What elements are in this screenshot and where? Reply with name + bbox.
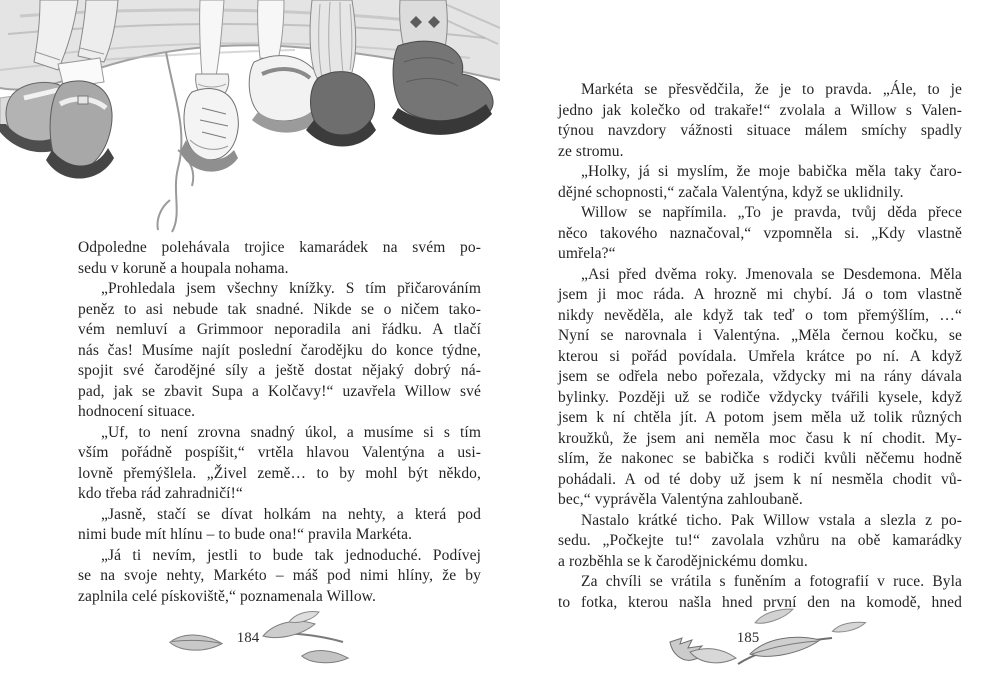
text-line: nás čas! Musíme najít poslední čarodějku do konce týdne, <box>78 341 481 359</box>
text-line: bylinky. Později už se rodiče vždycky tvářili kysele, když <box>558 388 962 406</box>
leaf-ornament-icon <box>829 617 869 636</box>
text-line: bec,“ vyprávěla Valentýna zahloubaně. <box>558 491 803 508</box>
text-line: vším pořádně pospíšit,“ vrtěla hlavou Valentýna a usi- <box>78 444 481 461</box>
text-line: Za chvíli se vrátila s funěním a fotografií v ruce. Byla <box>581 573 962 590</box>
text-line: nikdy nevěděla, ale když tak teď o tom přemýšlím, …“ <box>558 306 962 324</box>
text-line: a rozběhla se k čarodějnickému domku. <box>558 552 808 570</box>
text-line: vém nemluví a Grimmoor neporadila ani řádku. A tlačí <box>78 321 481 338</box>
text-line: jsem ji moc ráda. A hrozně mi chybí. Já o tom vlastně <box>558 286 962 303</box>
text-line: Odpoledne polehávala trojice kamarádek na svém po- <box>78 239 481 256</box>
text-line: slím, že nakonec se babička s rodiči kvůli něčemu hodně <box>558 450 962 467</box>
text-line: umřela?“ <box>558 245 616 262</box>
text-line: Nastalo krátké ticho. Pak Willow vstala a slezla z po- <box>581 511 962 529</box>
text-line: spojit své čarodějné síly a ještě dostat nějaký dobrý ná- <box>78 362 481 379</box>
text-line: „Prohledala jsem všechny knížky. S tím přičarováním <box>101 280 481 297</box>
text-line: peněz to asi nebude tak snadné. Nikde se o ničem tako- <box>78 300 481 318</box>
text-line: kroužků, že jsem ani neměla moc času k ní chodit. My- <box>558 429 962 447</box>
text-line: pohádali. A od té doby už jsem k ní nesměla chodit vů- <box>558 470 962 488</box>
text-line: Nyní se narovnala i Valentýna. „Měla černou kočku, se <box>558 327 962 344</box>
text-line: jedno jak kolečko od trakaře!“ zvolala a Willow s Valen- <box>558 101 962 119</box>
leaf-branch-ornament-icon <box>736 628 834 668</box>
text-line: Willow se napřímila. „To je pravda, tvůj děda přece <box>581 204 962 221</box>
text-line: nimi bude mít hlínu – to bude ona!“ pravila Markéta. <box>78 526 413 543</box>
text-line: to fotka, kterou našla hned první den na komodě, hned <box>558 593 962 611</box>
text-line: něco takového naznačoval,“ vzpomněla si. „Kdy vlastně <box>558 224 962 242</box>
left-page-text <box>78 238 481 607</box>
text-line: „Jasně, stačí se dívat holkám na nehty, a která pod <box>101 505 481 523</box>
leaf-ornament-icon <box>666 628 738 670</box>
right-page-text <box>558 80 962 613</box>
text-line: hodnocení situace. <box>78 403 196 420</box>
text-line: dějné schopnosti,“ začala Valentýna, když se uklidnily. <box>558 183 904 201</box>
text-line: jsem se odřela nebo pořezala, vždycky mi na rány dávala <box>558 368 962 385</box>
leaf-ornament-icon <box>166 626 227 660</box>
text-line: kdo třeba rád zahradničí!“ <box>78 485 243 502</box>
text-line: „Uf, to není zrovna snadný úkol, a musíme si s tím <box>101 423 481 441</box>
text-line: lovně přemýšlela. „Živel země… to by mohl být někdo, <box>78 464 481 482</box>
text-line: sedu v koruně a houpala nohama. <box>78 259 289 277</box>
page-number: 184 <box>236 630 260 646</box>
text-line: ze stromu. <box>558 142 624 160</box>
text-line: Markéta se přesvědčila, že je to pravda. „Ále, to je <box>581 81 962 98</box>
text-line: zaplnila celé pískoviště,“ poznamenala Willow. <box>78 587 376 605</box>
text-line: se na svoje nehty, Markéto – máš pod nimi hlíny, že by <box>78 567 481 584</box>
text-line: „Holky, já si myslím, že moje babička měla taky čaro- <box>581 163 962 180</box>
text-line: pad, jak se zbavit Supa a Kolčavy!“ uzavřela Willow své <box>78 382 481 400</box>
text-line: týnou navzdory vážnosti situace málem smíchy spadly <box>558 122 962 139</box>
text-line: sedu. „Počkejte tu!“ zavolala vzhůru na obě kamarádky <box>558 532 962 549</box>
text-line: „Asi před dvěma roky. Jmenovala se Desdemona. Měla <box>581 265 962 283</box>
text-line: jsem k ní chtěla jít. A potom jsem měla už tolik různých <box>558 409 962 426</box>
text-line: „Já ti nevím, jestli to bude tak jednoduché. Podívej <box>101 546 481 564</box>
page-number: 185 <box>736 630 760 646</box>
legs-illustration <box>0 0 500 240</box>
text-line: kterou si pořád povídala. Umřela krátce po ní. A když <box>558 347 962 365</box>
